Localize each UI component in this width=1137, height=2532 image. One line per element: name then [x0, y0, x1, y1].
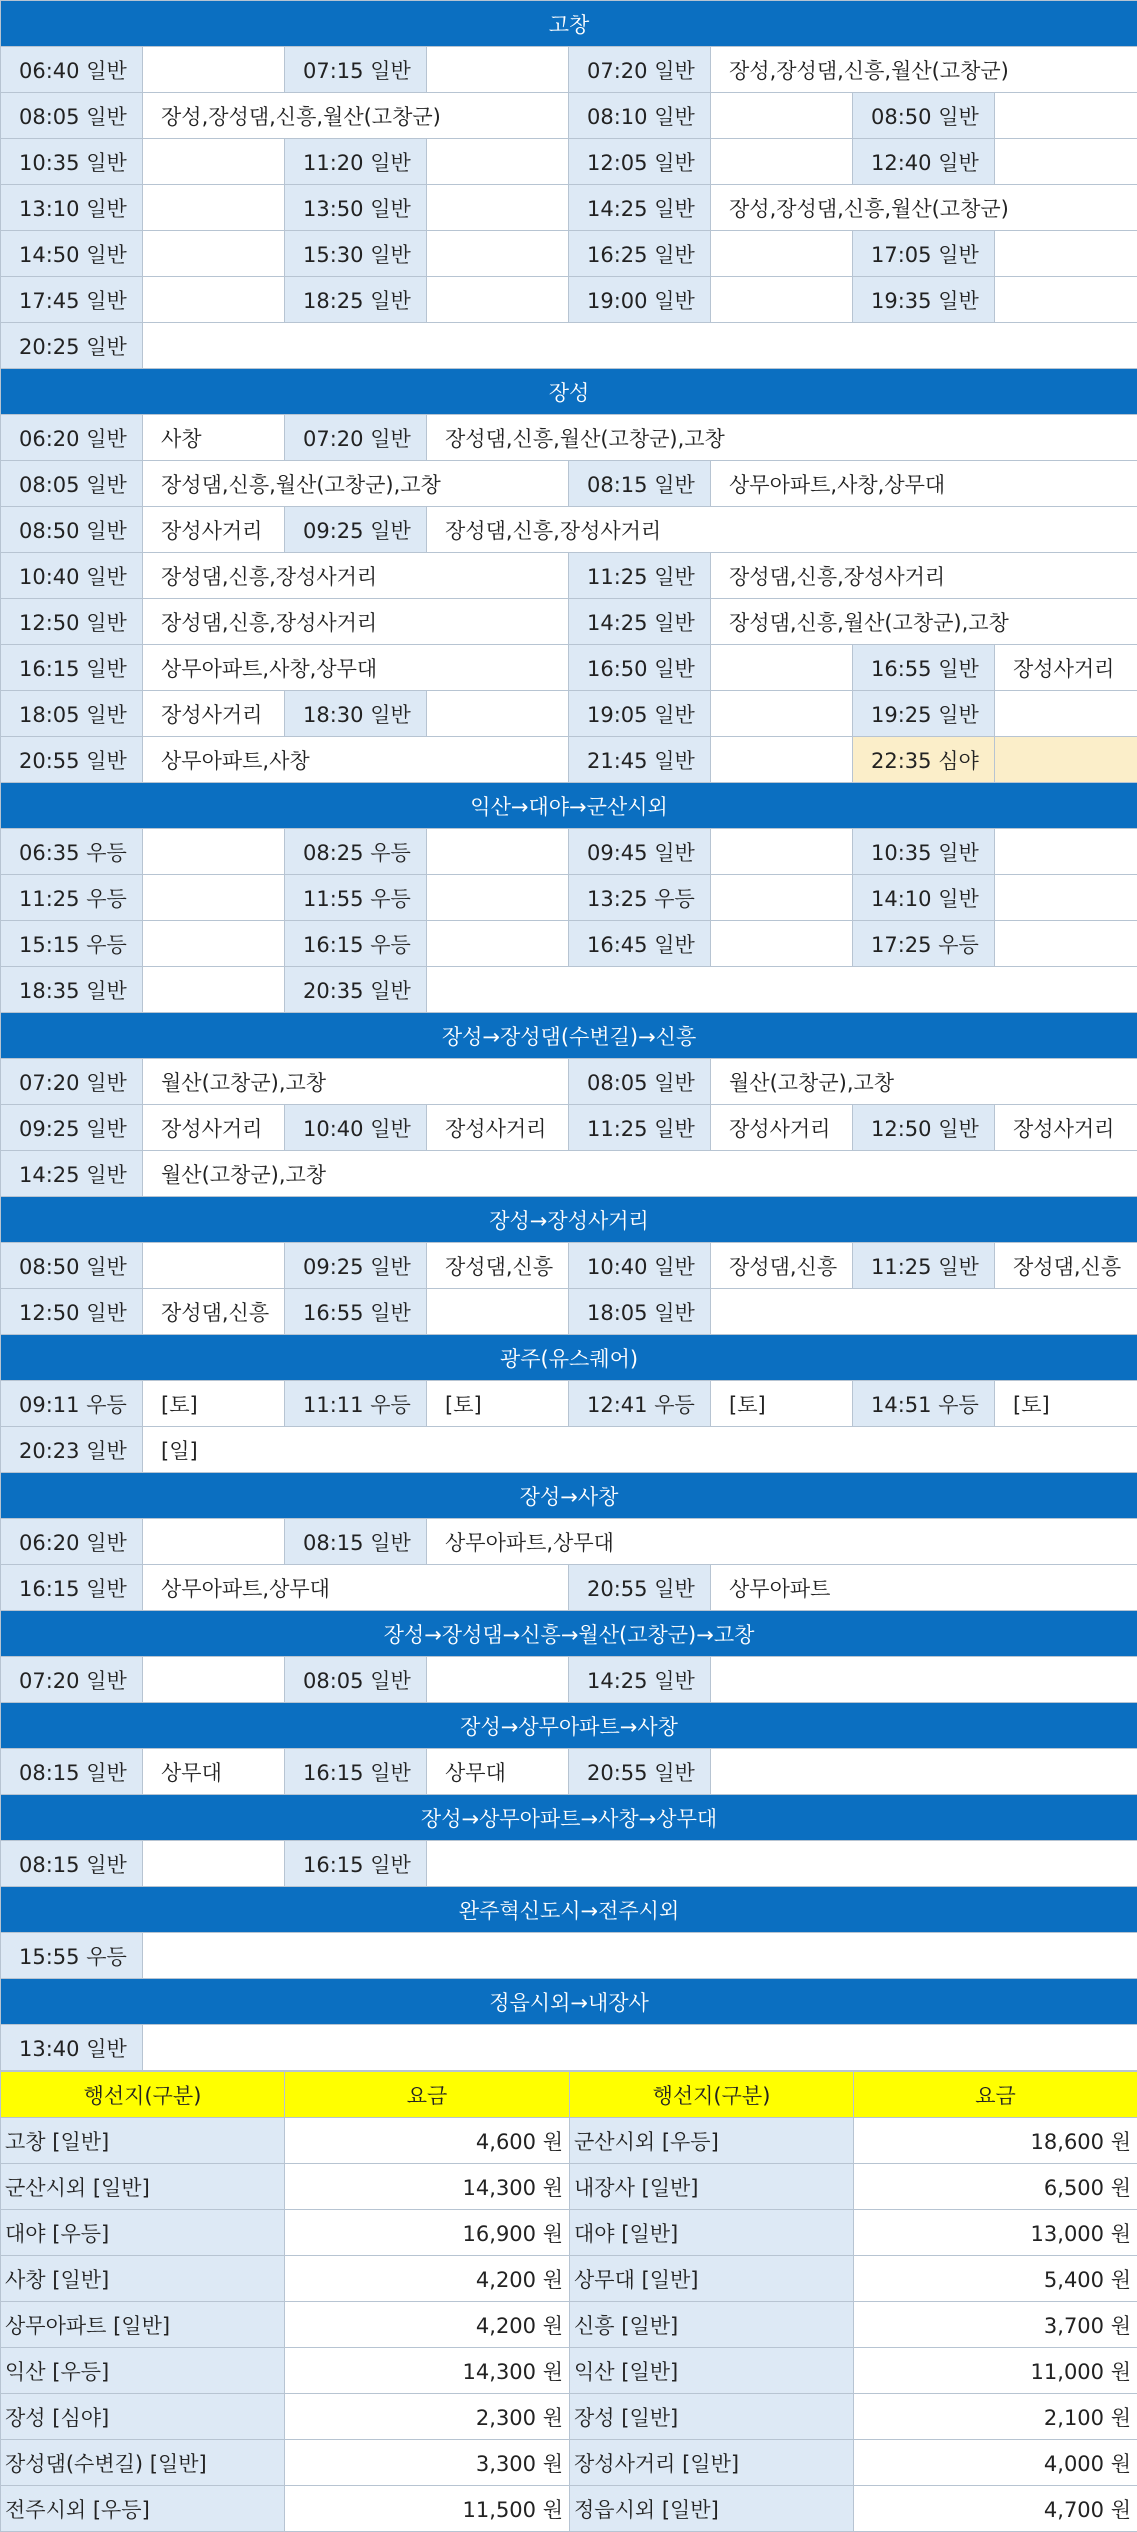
departure-time: 08:15 일반 [1, 1841, 143, 1887]
fare-row [1, 2348, 1137, 2394]
route-via: 장성,장성댐,신흥,월산(고창군) [711, 185, 1137, 231]
schedule-row [1, 461, 1137, 507]
fare-price: 3,700 원 [854, 2302, 1137, 2348]
fare-destination: 장성댐(수변길) [일반] [1, 2440, 285, 2486]
departure-time: 09:25 일반 [285, 507, 427, 553]
route-via [143, 277, 285, 323]
route-via: 장성댐,신흥 [995, 1243, 1137, 1289]
section-header-row [1, 1887, 1137, 1933]
route-via [143, 2025, 1137, 2071]
departure-time: 19:00 일반 [569, 277, 711, 323]
fare-price-header: 요금 [285, 2072, 570, 2118]
departure-time: 07:20 일반 [1, 1059, 143, 1105]
schedule-row [1, 323, 1137, 369]
fare-price: 13,000 원 [854, 2210, 1137, 2256]
section-header-row [1, 1335, 1137, 1381]
route-via: 상무아파트,사창 [143, 737, 569, 783]
departure-time: 09:25 일반 [1, 1105, 143, 1151]
departure-time: 17:25 우등 [853, 921, 995, 967]
route-via [711, 1289, 1137, 1335]
departure-time: 11:25 일반 [853, 1243, 995, 1289]
section-header-row [1, 1611, 1137, 1657]
departure-time: 16:15 일반 [1, 1565, 143, 1611]
route-via: 월산(고창군),고창 [143, 1151, 1137, 1197]
schedule-row [1, 1059, 1137, 1105]
fare-price-header: 요금 [854, 2072, 1137, 2118]
departure-time: 08:05 일반 [1, 461, 143, 507]
schedule-row [1, 277, 1137, 323]
route-via [427, 185, 569, 231]
departure-time: 14:25 일반 [569, 185, 711, 231]
fare-price: 4,000 원 [854, 2440, 1137, 2486]
route-via [143, 1841, 285, 1887]
section-title: 장성→장성사거리 [1, 1197, 1137, 1243]
route-via [143, 185, 285, 231]
fare-header-row [1, 2072, 1137, 2118]
section-title: 장성→장성댐(수변길)→신흥 [1, 1013, 1137, 1059]
route-via: 장성댐,신흥,장성사거리 [143, 553, 569, 599]
route-via: [토] [711, 1381, 853, 1427]
departure-time: 06:20 일반 [1, 415, 143, 461]
fare-price: 2,100 원 [854, 2394, 1137, 2440]
departure-time: 07:20 일반 [1, 1657, 143, 1703]
route-via [711, 691, 853, 737]
route-via: 장성댐,신흥,월산(고창군),고창 [427, 415, 1137, 461]
departure-time: 06:20 일반 [1, 1519, 143, 1565]
fare-price: 14,300 원 [285, 2164, 570, 2210]
fare-price: 16,900 원 [285, 2210, 570, 2256]
departure-time: 19:35 일반 [853, 277, 995, 323]
fare-row [1, 2394, 1137, 2440]
route-via [995, 93, 1137, 139]
departure-time: 12:50 일반 [853, 1105, 995, 1151]
fare-price: 3,300 원 [285, 2440, 570, 2486]
departure-time: 18:25 일반 [285, 277, 427, 323]
route-via [711, 645, 853, 691]
fare-price: 2,300 원 [285, 2394, 570, 2440]
route-via [995, 139, 1137, 185]
route-via [143, 139, 285, 185]
route-via [427, 231, 569, 277]
route-via: 장성댐,신흥,월산(고창군),고창 [143, 461, 569, 507]
route-via [711, 829, 853, 875]
fare-destination: 상무대 [일반] [570, 2256, 854, 2302]
fare-destination: 내장사 [일반] [570, 2164, 854, 2210]
fare-price: 4,200 원 [285, 2302, 570, 2348]
route-via [711, 277, 853, 323]
departure-time: 11:25 우등 [1, 875, 143, 921]
section-title: 장성→상무아파트→사창 [1, 1703, 1137, 1749]
route-via [995, 737, 1137, 783]
route-via [427, 1657, 569, 1703]
schedule-row [1, 1427, 1137, 1473]
departure-time: 19:25 일반 [853, 691, 995, 737]
route-via: 사창 [143, 415, 285, 461]
route-via [143, 323, 1137, 369]
departure-time: 12:40 일반 [853, 139, 995, 185]
route-via: [일] [143, 1427, 1137, 1473]
schedule-row [1, 185, 1137, 231]
schedule-row [1, 415, 1137, 461]
route-via [995, 691, 1137, 737]
fare-row [1, 2210, 1137, 2256]
route-via: 상무아파트,상무대 [427, 1519, 1137, 1565]
departure-time: 22:35 심야 [853, 737, 995, 783]
route-via [427, 277, 569, 323]
departure-time: 15:30 일반 [285, 231, 427, 277]
fare-row [1, 2118, 1137, 2164]
route-via [143, 47, 285, 93]
route-via [427, 139, 569, 185]
departure-time: 21:45 일반 [569, 737, 711, 783]
departure-time: 06:35 우등 [1, 829, 143, 875]
route-via [711, 231, 853, 277]
route-via [711, 139, 853, 185]
departure-time: 08:05 일반 [569, 1059, 711, 1105]
route-via [711, 737, 853, 783]
departure-time: 16:25 일반 [569, 231, 711, 277]
route-via: 월산(고창군),고창 [711, 1059, 1137, 1105]
route-via [143, 967, 285, 1013]
route-via [427, 829, 569, 875]
departure-time: 11:11 우등 [285, 1381, 427, 1427]
departure-time: 16:55 일반 [285, 1289, 427, 1335]
route-via [995, 829, 1137, 875]
departure-time: 20:25 일반 [1, 323, 143, 369]
departure-time: 07:20 일반 [569, 47, 711, 93]
route-via: 장성사거리 [143, 507, 285, 553]
route-via: 상무대 [427, 1749, 569, 1795]
fare-destination: 군산시외 [우등] [570, 2118, 854, 2164]
schedule-row [1, 1565, 1137, 1611]
fare-row [1, 2302, 1137, 2348]
fare-destination: 익산 [우등] [1, 2348, 285, 2394]
fare-destination: 사창 [일반] [1, 2256, 285, 2302]
route-via: 장성사거리 [995, 1105, 1137, 1151]
fare-row [1, 2256, 1137, 2302]
section-header-row [1, 369, 1137, 415]
schedule-row [1, 93, 1137, 139]
schedule-row [1, 47, 1137, 93]
route-via: 장성댐,신흥 [427, 1243, 569, 1289]
schedule-row [1, 1657, 1137, 1703]
departure-time: 08:15 일반 [285, 1519, 427, 1565]
fare-price: 18,600 원 [854, 2118, 1137, 2164]
section-header-row [1, 1197, 1137, 1243]
departure-time: 20:55 일반 [569, 1565, 711, 1611]
departure-time: 20:23 일반 [1, 1427, 143, 1473]
route-via: 월산(고창군),고창 [143, 1059, 569, 1105]
departure-time: 16:50 일반 [569, 645, 711, 691]
departure-time: 08:10 일반 [569, 93, 711, 139]
route-via [711, 1749, 1137, 1795]
departure-time: 14:10 일반 [853, 875, 995, 921]
route-via [427, 1289, 569, 1335]
departure-time: 10:40 일반 [1, 553, 143, 599]
route-via: 장성사거리 [143, 1105, 285, 1151]
route-via [427, 691, 569, 737]
section-title: 장성→장성댐→신흥→월산(고창군)→고창 [1, 1611, 1137, 1657]
section-header-row [1, 1473, 1137, 1519]
schedule-row [1, 1381, 1137, 1427]
route-via: 장성댐,신흥,장성사거리 [143, 599, 569, 645]
departure-time: 11:20 일반 [285, 139, 427, 185]
departure-time: 20:35 일반 [285, 967, 427, 1013]
route-via [427, 47, 569, 93]
schedule-row [1, 1151, 1137, 1197]
departure-time: 09:11 우등 [1, 1381, 143, 1427]
departure-time: 16:45 일반 [569, 921, 711, 967]
departure-time: 08:50 일반 [853, 93, 995, 139]
section-header-row [1, 1703, 1137, 1749]
route-via [143, 1519, 285, 1565]
departure-time: 11:25 일반 [569, 553, 711, 599]
fare-row [1, 2440, 1137, 2486]
departure-time: 19:05 일반 [569, 691, 711, 737]
departure-time: 10:40 일반 [569, 1243, 711, 1289]
departure-time: 12:50 일반 [1, 1289, 143, 1335]
schedule-row [1, 231, 1137, 277]
departure-time: 08:05 일반 [1, 93, 143, 139]
schedule-row [1, 921, 1137, 967]
route-via: 상무아파트,사창,상무대 [711, 461, 1137, 507]
departure-time: 18:35 일반 [1, 967, 143, 1013]
route-via [143, 921, 285, 967]
departure-time: 10:35 일반 [853, 829, 995, 875]
route-via: 장성사거리 [143, 691, 285, 737]
fare-price: 11,500 원 [285, 2486, 570, 2532]
section-header-row [1, 1795, 1137, 1841]
schedule-row [1, 737, 1137, 783]
route-via [711, 1657, 1137, 1703]
section-title: 정읍시외→내장사 [1, 1979, 1137, 2025]
fare-destination: 익산 [일반] [570, 2348, 854, 2394]
departure-time: 16:15 일반 [285, 1749, 427, 1795]
section-title: 광주(유스퀘어) [1, 1335, 1137, 1381]
departure-time: 20:55 일반 [1, 737, 143, 783]
route-via: 장성댐,신흥,장성사거리 [711, 553, 1137, 599]
fare-table [0, 2071, 1137, 2532]
route-via: 상무아파트,사창,상무대 [143, 645, 569, 691]
section-title: 장성→상무아파트→사창→상무대 [1, 1795, 1137, 1841]
fare-destination: 대야 [일반] [570, 2210, 854, 2256]
departure-time: 14:50 일반 [1, 231, 143, 277]
route-via: 장성사거리 [427, 1105, 569, 1151]
fare-price: 14,300 원 [285, 2348, 570, 2394]
departure-time: 12:05 일반 [569, 139, 711, 185]
departure-time: 10:35 일반 [1, 139, 143, 185]
route-via: 장성댐,신흥 [711, 1243, 853, 1289]
schedule-row [1, 507, 1137, 553]
route-via [143, 875, 285, 921]
departure-time: 08:25 우등 [285, 829, 427, 875]
departure-time: 13:25 우등 [569, 875, 711, 921]
section-header-row [1, 783, 1137, 829]
schedule-row [1, 829, 1137, 875]
fare-destination-header: 행선지(구분) [570, 2072, 854, 2118]
route-via [143, 829, 285, 875]
route-via: 장성댐,신흥 [143, 1289, 285, 1335]
fare-price: 4,200 원 [285, 2256, 570, 2302]
route-via [143, 1933, 1137, 1979]
schedule-row [1, 1519, 1137, 1565]
route-via: 장성,장성댐,신흥,월산(고창군) [711, 47, 1137, 93]
schedule-row [1, 875, 1137, 921]
fare-price: 6,500 원 [854, 2164, 1137, 2210]
fare-destination-header: 행선지(구분) [1, 2072, 285, 2118]
route-via [711, 875, 853, 921]
schedule-row [1, 1243, 1137, 1289]
departure-time: 11:25 일반 [569, 1105, 711, 1151]
fare-row [1, 2164, 1137, 2210]
route-via [995, 875, 1137, 921]
fare-price: 11,000 원 [854, 2348, 1137, 2394]
route-via [143, 1657, 285, 1703]
fare-price: 5,400 원 [854, 2256, 1137, 2302]
departure-time: 08:15 일반 [1, 1749, 143, 1795]
departure-time: 18:30 일반 [285, 691, 427, 737]
departure-time: 09:45 일반 [569, 829, 711, 875]
departure-time: 15:15 우등 [1, 921, 143, 967]
departure-time: 08:15 일반 [569, 461, 711, 507]
route-via: 장성,장성댐,신흥,월산(고창군) [143, 93, 569, 139]
route-via [427, 967, 1137, 1013]
route-via [995, 277, 1137, 323]
schedule-row [1, 691, 1137, 737]
departure-time: 14:25 일반 [569, 599, 711, 645]
section-title: 장성→사창 [1, 1473, 1137, 1519]
route-via: [토] [143, 1381, 285, 1427]
departure-time: 14:25 일반 [569, 1657, 711, 1703]
departure-time: 11:55 우등 [285, 875, 427, 921]
departure-time: 13:50 일반 [285, 185, 427, 231]
route-via: 장성사거리 [711, 1105, 853, 1151]
departure-time: 07:20 일반 [285, 415, 427, 461]
route-via [711, 921, 853, 967]
fare-destination: 상무아파트 [일반] [1, 2302, 285, 2348]
schedule-row [1, 1289, 1137, 1335]
section-title: 고창 [1, 1, 1137, 47]
route-via: [토] [995, 1381, 1137, 1427]
route-via: 상무아파트 [711, 1565, 1137, 1611]
route-via [995, 921, 1137, 967]
fare-destination: 장성 [심야] [1, 2394, 285, 2440]
departure-time: 13:10 일반 [1, 185, 143, 231]
fare-destination: 장성사거리 [일반] [570, 2440, 854, 2486]
route-via [143, 1243, 285, 1289]
route-via: 장성댐,신흥,월산(고창군),고창 [711, 599, 1137, 645]
departure-time: 14:25 일반 [1, 1151, 143, 1197]
fare-destination: 장성 [일반] [570, 2394, 854, 2440]
route-via [143, 231, 285, 277]
schedule-row [1, 1841, 1137, 1887]
schedule-row [1, 1105, 1137, 1151]
fare-price: 4,700 원 [854, 2486, 1137, 2532]
departure-time: 14:51 우등 [853, 1381, 995, 1427]
fare-destination: 신흥 [일반] [570, 2302, 854, 2348]
route-via: [토] [427, 1381, 569, 1427]
departure-time: 16:15 일반 [285, 1841, 427, 1887]
fare-destination: 대야 [우등] [1, 2210, 285, 2256]
schedule-row [1, 599, 1137, 645]
departure-time: 13:40 일반 [1, 2025, 143, 2071]
section-header-row [1, 1979, 1137, 2025]
route-via [427, 921, 569, 967]
section-title: 익산→대야→군산시외 [1, 783, 1137, 829]
departure-time: 07:15 일반 [285, 47, 427, 93]
departure-time: 17:05 일반 [853, 231, 995, 277]
departure-time: 08:50 일반 [1, 507, 143, 553]
schedule-row [1, 1749, 1137, 1795]
route-via: 장성사거리 [995, 645, 1137, 691]
departure-time: 08:50 일반 [1, 1243, 143, 1289]
departure-time: 08:05 일반 [285, 1657, 427, 1703]
schedule-row [1, 553, 1137, 599]
departure-time: 06:40 일반 [1, 47, 143, 93]
section-title: 완주혁신도시→전주시외 [1, 1887, 1137, 1933]
section-header-row [1, 1, 1137, 47]
section-title: 장성 [1, 369, 1137, 415]
route-via: 상무대 [143, 1749, 285, 1795]
section-header-row [1, 1013, 1137, 1059]
route-via [427, 875, 569, 921]
departure-time: 15:55 우등 [1, 1933, 143, 1979]
schedule-row [1, 645, 1137, 691]
schedule-row [1, 2025, 1137, 2071]
fare-destination: 고창 [일반] [1, 2118, 285, 2164]
schedule-row [1, 139, 1137, 185]
departure-time: 16:15 우등 [285, 921, 427, 967]
departure-time: 17:45 일반 [1, 277, 143, 323]
fare-destination: 군산시외 [일반] [1, 2164, 285, 2210]
departure-time: 10:40 일반 [285, 1105, 427, 1151]
route-via: 상무아파트,상무대 [143, 1565, 569, 1611]
route-via [427, 1841, 1137, 1887]
departure-time: 12:50 일반 [1, 599, 143, 645]
departure-time: 12:41 우등 [569, 1381, 711, 1427]
departure-time: 09:25 일반 [285, 1243, 427, 1289]
fare-row [1, 2486, 1137, 2532]
schedule-row [1, 967, 1137, 1013]
departure-time: 16:55 일반 [853, 645, 995, 691]
fare-destination: 정읍시외 [일반] [570, 2486, 854, 2532]
departure-time: 18:05 일반 [569, 1289, 711, 1335]
route-via [995, 231, 1137, 277]
route-via [711, 93, 853, 139]
departure-time: 20:55 일반 [569, 1749, 711, 1795]
route-via: 장성댐,신흥,장성사거리 [427, 507, 1137, 553]
departure-time: 16:15 일반 [1, 645, 143, 691]
departure-time: 18:05 일반 [1, 691, 143, 737]
schedule-row [1, 1933, 1137, 1979]
fare-price: 4,600 원 [285, 2118, 570, 2164]
fare-destination: 전주시외 [우등] [1, 2486, 285, 2532]
